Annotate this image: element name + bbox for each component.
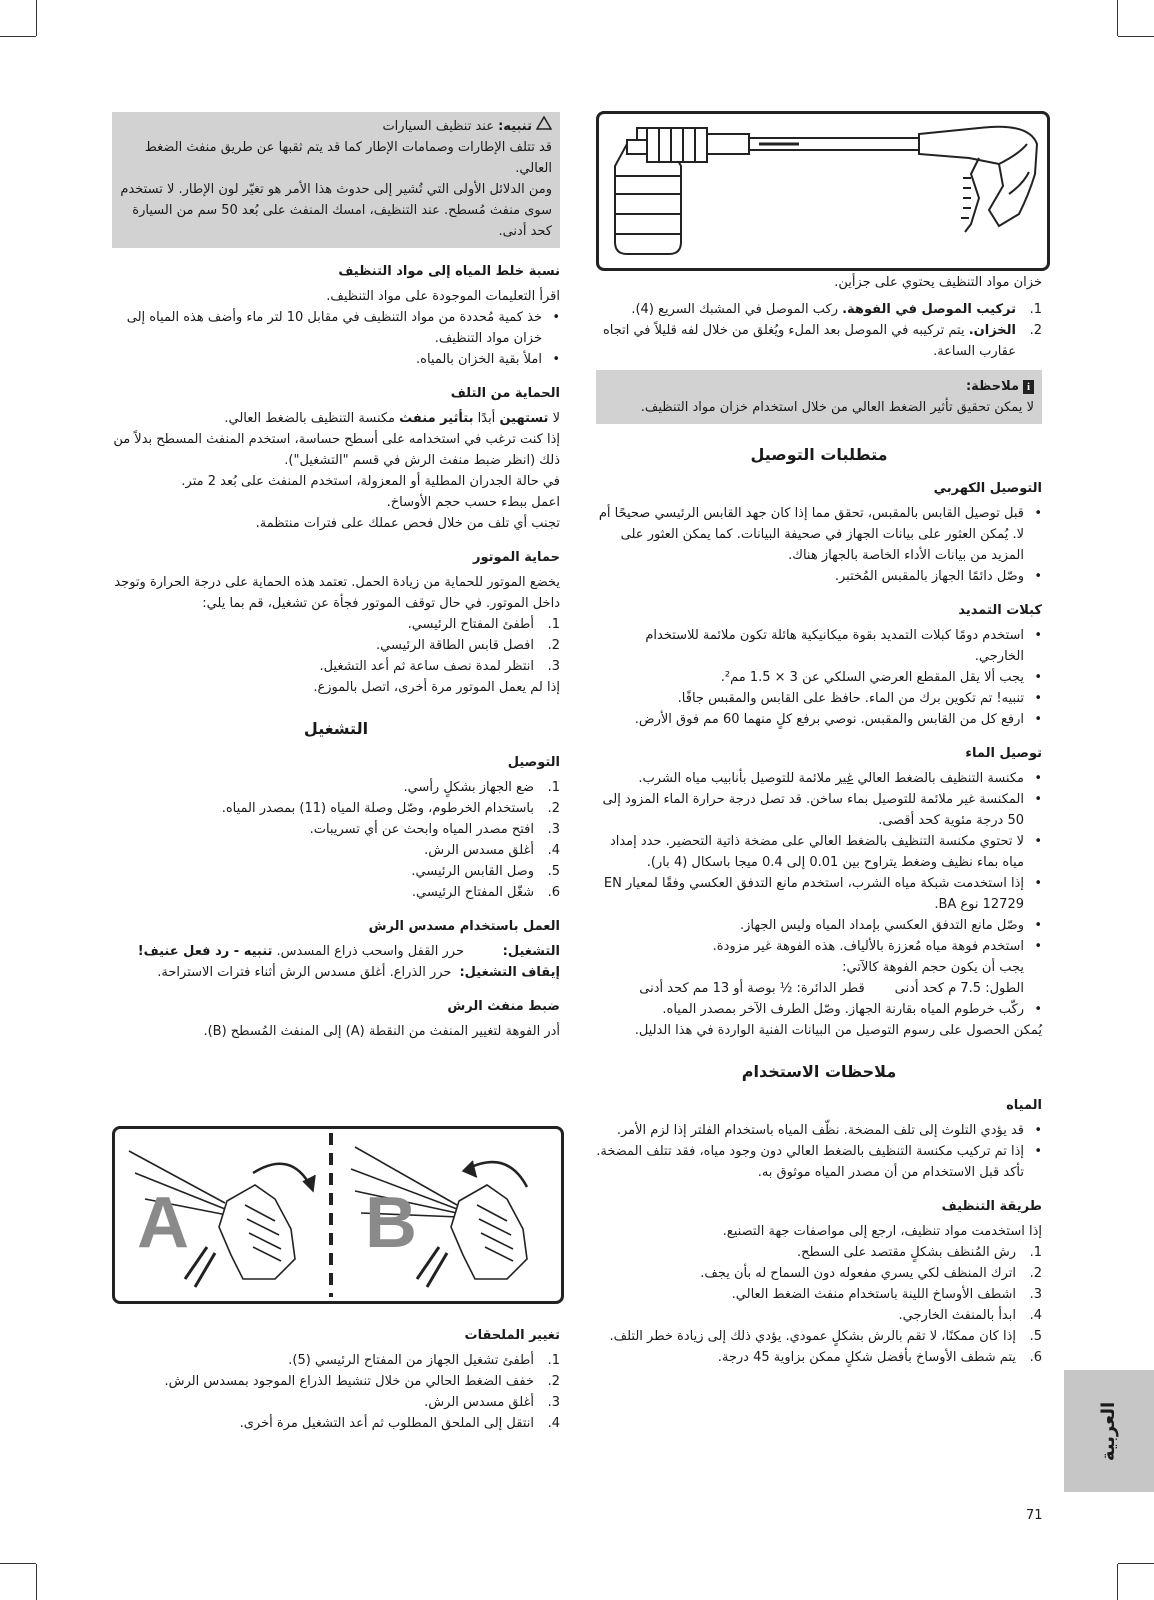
method-steps: [596, 1242, 1042, 1368]
warning-text: قد تتلف الإطارات وصمامات الإطار كما قد يتم ثقبها عن طريق منفث الضغط العالي.: [144, 140, 552, 176]
warning-text: ومن الدلائل الأولى التي تُشير إلى حدوث هذا الأمر هو تغيّر لون الإطار. لا تستخدم سوى منفث مُسطح. عند التنظيف، امسك المنفث على بُعد 50 سم من السيارة كحد أدنى.: [120, 182, 552, 239]
accessory-steps: [112, 1350, 560, 1434]
list-item: 6. يتم شطف الأوساخ بأفضل شكلٍ ممكن بزاوية 45 درجة.: [717, 1350, 1042, 1365]
subsection-title: المياه: [1006, 1098, 1042, 1113]
spray-gun-figure: [596, 111, 1050, 271]
water-quality-list: [596, 1120, 1042, 1183]
list-item: 2. اترك المنظف لكي يسري مفعوله دون السماح له بأن يجف.: [700, 1266, 1042, 1281]
note-title: ملاحظة:: [965, 379, 1019, 394]
warning-title: تنبيه:: [498, 119, 532, 134]
list-item: 3. اشطف الأوساخ اللينة باستخدام منفث الضغط العالي.: [731, 1287, 1042, 1302]
label-a: A: [137, 1183, 189, 1263]
list-item: 2. افصل قابس الطاقة الرئيسي.: [376, 638, 560, 653]
tank-intro: خزان مواد التنظيف يحتوي على جزأين.: [834, 275, 1042, 290]
subsection-title: نسبة خلط المياه إلى مواد التنظيف: [338, 264, 560, 279]
list-item: • مكنسة التنظيف بالضغط العالي غير ملائمة للتوصيل بأنابيب مياه الشرب.: [596, 768, 1024, 789]
list-item: 2. خفف الضغط الحالي من خلال تنشيط الذراع الموجود بمسدس الرش.: [164, 1374, 560, 1389]
warning-triangle-icon: [536, 116, 552, 137]
list-item: • وصّل دائمًا الجهاز بالمقبس المُختبر.: [596, 566, 1024, 587]
list-item: 5. وصل القابس الرئيسي.: [411, 864, 560, 879]
list-item: • يجب ألا يقل المقطع العرضي السلكي عن 3 × 1.5 مم².: [596, 667, 1024, 688]
page-number: 71: [1026, 1508, 1043, 1523]
water-list: [596, 768, 1042, 957]
subsection-title: تغيير الملحقات: [464, 1328, 560, 1343]
note-box: [596, 370, 1042, 424]
protect-text: في حالة الجدران المطلية أو المعزولة، استخدم المنفث على بُعد 2 متر.: [181, 474, 560, 489]
list-item: 4. انتقل إلى الملحق المطلوب ثم أعد التشغيل مرة أخرى.: [239, 1416, 560, 1431]
list-item: 4. أغلق مسدس الرش.: [424, 843, 560, 858]
mix-intro: اقرأ التعليمات الموجودة على مواد التنظيف.: [326, 289, 560, 304]
list-item: • ركّب خرطوم المياه بقارنة الجهاز. وصّل الطرف الآخر بمصدر المياه.: [596, 999, 1024, 1020]
crop-mark: [1117, 0, 1118, 36]
list-item: • إذا استخدمت شبكة مياه الشرب، استخدم مانع التدفق العكسي وفقًا لمعيار EN 12729 نوع BA.: [596, 873, 1024, 915]
crop-mark: [1118, 36, 1154, 37]
electrical-list: [596, 503, 1042, 587]
list-item: • وصّل مانع التدفق العكسي بإمداد المياه وليس الجهاز.: [596, 915, 1024, 936]
gun-stop-row: إيقاف التشغيل: حرر الذراع. أغلق مسدس الرش أثناء فترات الاستراحة.: [157, 965, 560, 980]
list-item: • قد يؤدي التلوث إلى تلف المضخة. نظّف المياه باستخدام الفلتر إذا لزم الأمر.: [596, 1120, 1024, 1141]
hose-spec: [596, 978, 1042, 999]
protect-text: تجنب أي تلف من خلال فحص عملك على فترات منتظمة.: [255, 516, 560, 531]
nozzle-adjust-figure: [112, 1126, 564, 1304]
list-item: 1. أطفئ المفتاح الرئيسي.: [407, 617, 560, 632]
tank-steps: [596, 299, 1042, 362]
list-item: • لا تحتوي مكنسة التنظيف بالضغط العالي على مضخة ذاتية التحضير. حدد إمداد مياه بماء نظيف وضغط يتراوح بين 0.01 إلى 0.4 ميجا باسكال (4 بار).: [596, 831, 1024, 873]
mix-list: [112, 307, 560, 370]
list-item: 1. أطفئ تشغيل الجهاز من المفتاح الرئيسي (5).: [288, 1353, 560, 1368]
left-column: [112, 112, 560, 1042]
list-item: • خذ كمية مُحددة من مواد التنظيف في مقابل 10 لتر ماء وأضف هذه المياه إلى خزان مواد التنظيف.: [112, 307, 542, 349]
crop-mark: [0, 36, 36, 37]
subsection-title: التوصيل: [507, 755, 560, 770]
info-icon: i: [1023, 380, 1034, 394]
crop-mark: [36, 1564, 37, 1600]
hose-intro: يجب أن يكون حجم الفوهة كالآتي:: [842, 960, 1024, 975]
list-item: 4. ابدأ بالمنفث الخارجي.: [898, 1308, 1042, 1323]
section-title: التشغيل: [303, 719, 369, 738]
subsection-title: ضبط منفث الرش: [447, 999, 560, 1014]
list-item: 3. أغلق مسدس الرش.: [424, 1395, 560, 1410]
section-title: ملاحظات الاستخدام: [741, 1062, 897, 1081]
subsection-title: العمل باستخدام مسدس الرش: [368, 919, 560, 934]
note-text: لا يمكن تحقيق تأثير الضغط العالي من خلال استخدام خزان مواد التنظيف.: [640, 400, 1034, 415]
protect-text: لا تستهين أبدًا بتأثير منفث مكنسة التنظيف بالضغط العالي.: [224, 411, 560, 426]
list-item: 2. باستخدام الخرطوم، وصّل وصلة المياه (11) بمصدر المياه.: [221, 801, 560, 816]
list-item: • استخدم فوهة مياه مُعززة بالألياف. هذه الفوهة غير مزودة.: [596, 936, 1024, 957]
subsection-title: طريقة التنظيف: [941, 1199, 1042, 1214]
left-column-bottom: [112, 1326, 560, 1434]
crop-mark: [36, 0, 37, 36]
list-item: 1. ضع الجهاز بشكلٍ رأسي.: [403, 780, 560, 795]
crop-mark: [1118, 1563, 1154, 1564]
list-item: 1. تركيب الموصل في الفوهة. ركب الموصل في المشبك السريع (4).: [631, 302, 1042, 317]
language-tab: العربية: [1064, 1370, 1154, 1492]
list-item: 5. إذا كان ممكنًا، لا تقم بالرش بشكلٍ عمودي. يؤدي ذلك إلى زيادة خطر التلف.: [609, 1329, 1042, 1344]
subsection-title: التوصيل الكهربي: [933, 481, 1042, 496]
protect-text: اعمل ببطء حسب حجم الأوساخ.: [386, 495, 560, 510]
motor-last: إذا لم يعمل الموتور مرة أخرى، اتصل بالموزع.: [313, 680, 560, 695]
gun-start-row: التشغيل: حرر القفل واسحب ذراع المسدس. تنبيه - رد فعل عنيف!: [137, 944, 560, 959]
list-item: 2. الخزان. يتم تركيبه في الموصل بعد الملء ويُغلق من خلال لفه قليلاً في اتجاه عقارب الساعة.: [602, 323, 1042, 359]
label-b: B: [365, 1183, 417, 1263]
subsection-title: كبلات التمديد: [958, 603, 1042, 618]
list-item: 6. شغّل المفتاح الرئيسي.: [411, 885, 560, 900]
subsection-title: الحماية من التلف: [450, 386, 560, 401]
subsection-title: توصيل الماء: [965, 746, 1042, 761]
list-item: • ارفع كل من القابس والمقبس. نوصي برفع كلٍ منهما 60 مم فوق الأرض.: [596, 709, 1024, 730]
adjust-text: أدر الفوهة لتغيير المنفث من النقطة (A) إلى المنفث المُسطح (B).: [203, 1024, 560, 1039]
extension-list: [596, 625, 1042, 730]
subsection-title: حماية الموتور: [473, 550, 560, 565]
hose-length: الطول: 7.5 م كحد أدنى: [894, 981, 1024, 996]
list-item: • تنبيه! تم تكوين برك من الماء. حافظ على القابس والمقبس جافًا.: [596, 688, 1024, 709]
crop-mark: [0, 1563, 36, 1564]
water-drawing-note: يُمكن الحصول على رسوم التوصيل من البيانات الفنية الواردة في هذا الدليل.: [634, 1023, 1042, 1038]
motor-steps: [112, 614, 560, 677]
hose-diameter: قطر الدائرة: ½ بوصة أو 13 مم كحد أدنى: [639, 981, 865, 996]
list-item: 1. رش المُنظف بشكلٍ مقتصد على السطح.: [797, 1245, 1042, 1260]
list-item: 3. انتظر لمدة نصف ساعة ثم أعد التشغيل.: [319, 659, 560, 674]
list-item: • إذا تم تركيب مكنسة التنظيف بالضغط العالي دون وجود مياه، فقد تتلف المضخة. تأكد قبل الاستخدام من أن مصدر المياه موثوق به.: [596, 1141, 1024, 1183]
section-title: متطلبات التوصيل: [750, 445, 888, 464]
list-item: • املأ بقية الخزان بالمياه.: [112, 349, 542, 370]
spray-gun-with-bottle-illustration: [599, 114, 1047, 268]
list-item: • قبل توصيل القابس بالمقبس، تحقق مما إذا كان جهد القابس الرئيسي صحيحًا أم لا. يُمكن العثور على بيانات الجهاز في صحيفة البيانات. كما يمكن العثور على المزيد من بيانات الأداء الخاصة بالجهاز هناك.: [596, 503, 1024, 566]
warning-box: تنبيه: عند تنظيف السيارات قد تتلف الإطارات وصمامات الإطار كما قد يتم ثقبها عن طريق منفث الضغط العالي. ومن الدلائل الأولى التي تُشير إلى حدوث هذا الأمر هو تغيّر لون الإطار. لا تستخدم سوى منفث مُسطح. عند التنظيف، امسك المنفث على بُعد 50 سم من السيارة كحد أدنى.: [112, 112, 560, 248]
list-item: • استخدم دومًا كبلات التمديد بقوة ميكانيكية هائلة تكون ملائمة للاستخدام الخارجي.: [596, 625, 1024, 667]
method-intro: إذا استخدمت مواد تنظيف، ارجع إلى مواصفات جهة التصنيع.: [722, 1224, 1042, 1239]
motor-text: يخضع الموتور للحماية من زيادة الحمل. تعتمد هذه الحماية على درجة الحرارة وتوجد داخل الموتور. في حال توقف الموتور فجأة عن تشغيل، قم بما يلي:: [114, 575, 560, 611]
connect-steps: [112, 777, 560, 903]
right-column: [596, 272, 1042, 1368]
list-item: 3. افتح مصدر المياه وابحث عن أي تسريبات.: [309, 822, 560, 837]
protect-text: إذا كنت ترغب في استخدامه على أسطح حساسة، استخدم المنفث المسطح بدلاً من ذلك (انظر ضبط منفث الرش في قسم "التشغيل").: [113, 432, 560, 468]
list-item: • المكنسة غير ملائمة للتوصيل بماء ساخن. قد تصل درجة حرارة الماء المزود إلى 50 درجة مئوية كحد أقصى.: [596, 789, 1024, 831]
crop-mark: [1117, 1564, 1118, 1600]
